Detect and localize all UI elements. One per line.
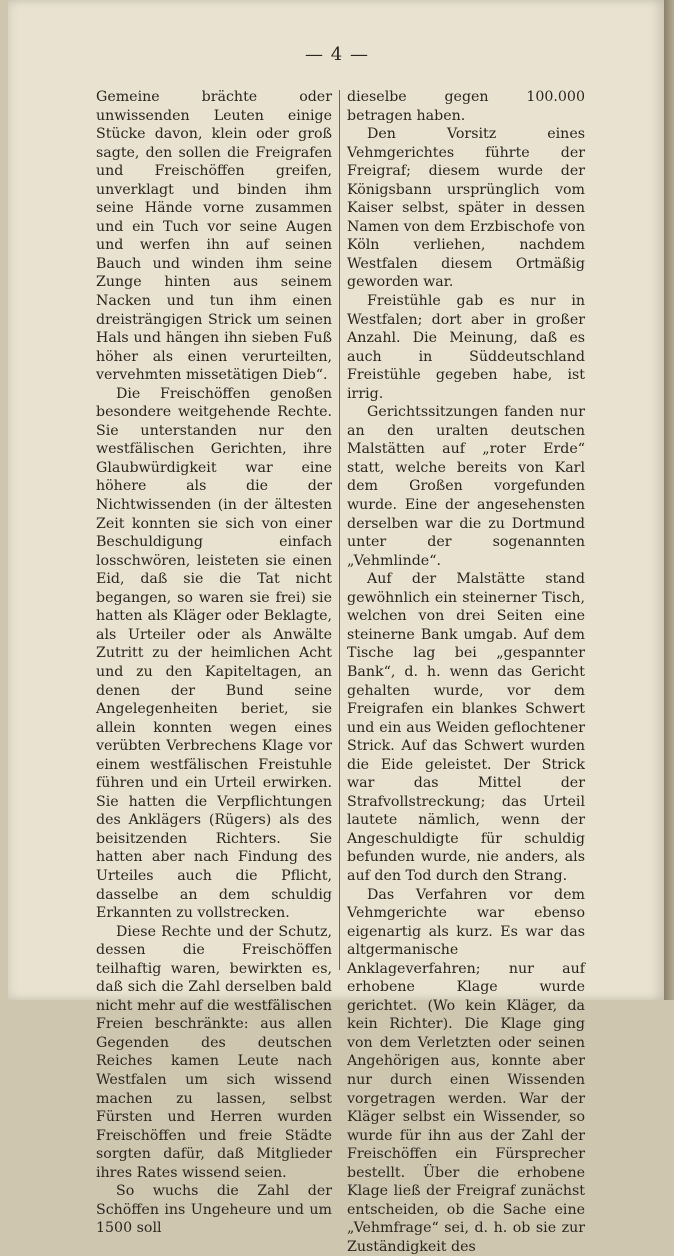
paragraph: Auf der Malstätte stand gewöhnlich ein steinerner Tisch, welchen von drei Seiten eine steinerne Bank umgab. Auf dem Tische lag bei „gespannter Bank“, d. h. wenn das Gericht gehalten wurde, vor dem Freigrafen ein blankes Schwert und ein aus Weiden geflochtener Strick. Auf das Schwert wurden die Eide geleistet. Der Strick war das Mittel der Strafvollstreckung; das Urteil lautete nämlich, wenn der Angeschuldigte für schuldig befunden wurde, nie anders, als auf den Tod durch den Strang.	[347, 571, 585, 884]
paragraph: So wuchs die Zahl der Schöffen ins Ungeheure und um 1500 soll	[96, 1183, 332, 1237]
column-divider	[339, 90, 340, 970]
right-column	[347, 88, 585, 1256]
left-column	[96, 88, 332, 1238]
page-edge	[664, 0, 674, 1000]
paragraph: Den Vorsitz eines Vehmgerichtes führte der Freigraf; diesem wurde der Königsbann ursprünglich vom Kaiser selbst, später in dessen Namen von dem Erzbischofe von Köln verliehen, nachdem Westfalen diesem Ortmäßig geworden war.	[347, 126, 585, 291]
paragraph: dieselbe gegen 100.000 betragen haben.	[347, 89, 585, 124]
paragraph: Gemeine brächte oder unwissenden Leuten einige Stücke davon, klein oder groß sagte, den sollen die Freigrafen und Freischöffen greifen, unverklagt und binden ihm seine Hände vorne zusammen und ein Tuch vor seine Augen und werfen ihn auf seinen Bauch und winden ihm seine Zunge hinten aus seinem Nacken und tun ihm einen dreisträngigen Strick um seinen Hals und hängen ihn sieben Fuß höher als einen verurteilten, vervehmten missetätigen Dieb“.	[96, 89, 332, 384]
paragraph: Die Freischöffen genoßen besondere weitgehende Rechte. Sie unterstanden nur den westfälischen Gerichten, ihre Glaubwürdigkeit war eine höhere als die der Nichtwissenden (in der ältesten Zeit konnten sie sich von einer Beschuldigung einfach losschwören, leisteten sie einen Eid, daß sie die Tat nicht begangen, so waren sie frei) sie hatten als Kläger oder Beklagte, als Urteiler oder als Anwälte Zutritt zu der heimlichen Acht und zu den Kapiteltagen, an denen der Bund seine Angelegenheiten beriet, sie allein konnten wegen eines verübten Verbrechens Klage vor einem westfälischen Freistuhle führen und ein Urteil erwirken. Sie hatten die Verpflichtungen des Anklägers (Rügers) als des beisitzenden Richters. Sie hatten aber nach Findung des Urteiles auch die Pflicht, dasselbe an dem schuldig Erkannten zu vollstrecken.	[96, 385, 332, 922]
paragraph: Das Verfahren vor dem Vehmgerichte war ebenso eigenartig als kurz. Es war das altgermanische Anklageverfahren; nur auf erhobene Klage wurde gerichtet. (Wo kein Kläger, da kein Richter). Die Klage ging von dem Verletzten oder seinen Angehörigen aus, konnte aber nur durch einen Wissenden vorgetragen werden. War der Kläger selbst ein Wissender, so wurde für ihn aus der Zahl der Freischöffen ein Fürsprecher bestellt. Über die erhobene Klage ließ der Freigraf zunächst entscheiden, ob die Sache eine „Vehmfrage“ sei, d. h. ob sie zur Zuständigkeit des	[347, 886, 585, 1255]
page-number: — 4 —	[305, 44, 369, 65]
paragraph: Diese Rechte und der Schutz, dessen die Freischöffen teilhaftig waren, bewirkten es, daß sich die Zahl derselben bald nicht mehr auf die westfälischen Freien beschränkte: aus allen Gegenden des deutschen Reiches kamen Leute nach Westfalen um sich wissend machen zu lassen, selbst Fürsten und Herren wurden Freischöffen und freie Städte sorgten dafür, daß Mitglieder ihres Rates wissend seien.	[96, 923, 332, 1181]
paragraph: Gerichtssitzungen fanden nur an den uralten deutschen Malstätten auf „roter Erde“ statt, welche bereits von Karl dem Großen vorgefunden wurde. Eine der angesehensten derselben war die zu Dortmund unter der sogenannten „Vehmlinde“.	[347, 404, 585, 569]
paragraph: Freistühle gab es nur in Westfalen; dort aber in großer Anzahl. Die Meinung, daß es auch in Süddeutschland Freistühle gegeben habe, ist irrig.	[347, 293, 585, 402]
